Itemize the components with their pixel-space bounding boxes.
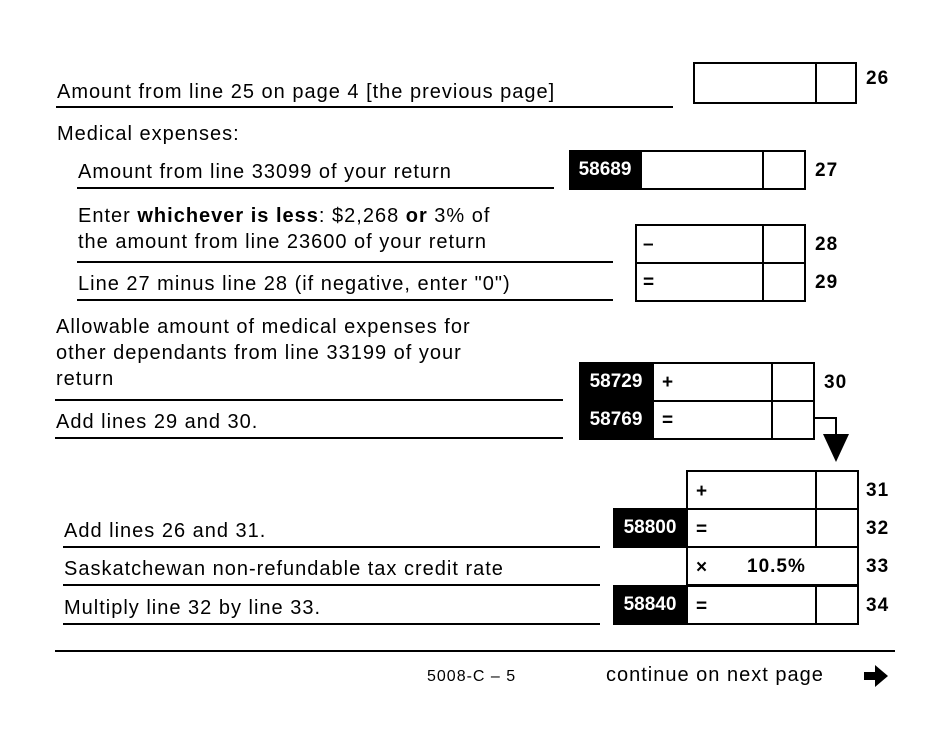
line-34-amount-field[interactable] <box>686 585 859 625</box>
line-28-underline <box>77 261 613 263</box>
line-33-rate-field <box>686 546 859 586</box>
line-30-operator: + <box>662 372 674 393</box>
line-34-operator: = <box>696 596 708 617</box>
line-27-label: Amount from line 33099 of your return <box>78 161 452 183</box>
line-29-label: Line 27 minus line 28 (if negative, enter "0") <box>78 273 511 295</box>
line-30-label-line3: return <box>56 368 115 390</box>
line-30-underline <box>55 399 563 401</box>
line-28-label-bold1: whichever is less <box>137 205 319 227</box>
add-29-30-operator: = <box>662 410 674 431</box>
line-29-underline <box>77 299 613 301</box>
line-32-number: 32 <box>866 518 890 539</box>
line-28-number: 28 <box>815 234 839 255</box>
line-33-underline <box>63 584 600 586</box>
line-30-amount-field[interactable] <box>652 362 815 402</box>
add-29-30-code: 58769 <box>579 400 653 440</box>
continue-text: continue on next page <box>606 664 824 686</box>
add-29-30-amount-field[interactable] <box>652 400 815 440</box>
line-26-amount-field[interactable] <box>693 62 857 104</box>
line-31-number: 31 <box>866 480 890 501</box>
line-26-number: 26 <box>866 68 890 89</box>
cents-separator <box>771 402 773 438</box>
line-32-code: 58800 <box>613 508 687 548</box>
line-28-label <box>78 203 490 229</box>
line-27-number: 27 <box>815 160 839 181</box>
line-32-operator: = <box>696 519 708 540</box>
cents-separator <box>815 64 817 102</box>
line-34-number: 34 <box>866 595 890 616</box>
line-31-amount-field[interactable] <box>686 470 859 510</box>
line-32-label: Add lines 26 and 31. <box>64 520 267 542</box>
line-28-operator: – <box>643 234 654 255</box>
line-29-operator: = <box>643 272 655 293</box>
line-27-code: 58689 <box>569 150 641 190</box>
line-28-label-mid: : $2,268 <box>318 205 406 227</box>
line-32-amount-field[interactable] <box>686 508 859 548</box>
line-28-amount-field[interactable] <box>635 224 806 264</box>
cents-separator <box>771 364 773 400</box>
medical-expenses-heading: Medical expenses: <box>57 123 240 145</box>
line-30-code: 58729 <box>579 362 653 402</box>
line-27-amount-field[interactable] <box>640 150 806 190</box>
cents-separator <box>815 510 817 546</box>
line-34-underline <box>63 623 600 625</box>
line-33-rate: 10.5% <box>747 556 806 577</box>
carry-arrow-icon <box>810 410 856 466</box>
line-34-label: Multiply line 32 by line 33. <box>64 597 322 619</box>
line-29-amount-field[interactable] <box>635 262 806 302</box>
line-30-label-line1: Allowable amount of medical expenses for <box>56 316 471 338</box>
cents-separator <box>762 226 764 262</box>
line-27-underline <box>77 187 554 189</box>
line-28-label-pre: Enter <box>78 205 138 227</box>
line-26-label: Amount from line 25 on page 4 [the previous page] <box>57 81 556 103</box>
form-page-number: 5008-C – 5 <box>427 668 517 685</box>
cents-separator <box>815 472 817 508</box>
line-32-underline <box>63 546 600 548</box>
footer-rule <box>55 650 895 652</box>
add-29-30-label: Add lines 29 and 30. <box>56 411 259 433</box>
line-33-number: 33 <box>866 556 890 577</box>
line-31-operator: + <box>696 481 708 502</box>
line-28-label-post: 3% of <box>427 205 491 227</box>
line-30-number: 30 <box>824 372 848 393</box>
line-26-underline <box>56 106 673 108</box>
line-29-number: 29 <box>815 272 839 293</box>
cents-separator <box>762 152 764 188</box>
cents-separator <box>762 264 764 300</box>
line-30-label-line2: other dependants from line 33199 of your <box>56 342 462 364</box>
cents-separator <box>815 587 817 623</box>
line-33-label: Saskatchewan non-refundable tax credit rate <box>64 558 504 580</box>
line-28-label-line2: the amount from line 23600 of your return <box>78 231 487 253</box>
arrow-right-icon <box>862 664 890 688</box>
line-34-code: 58840 <box>613 585 687 625</box>
line-33-operator: × <box>696 557 708 578</box>
line-28-label-bold2: or <box>405 205 428 227</box>
add-29-30-underline <box>55 437 563 439</box>
